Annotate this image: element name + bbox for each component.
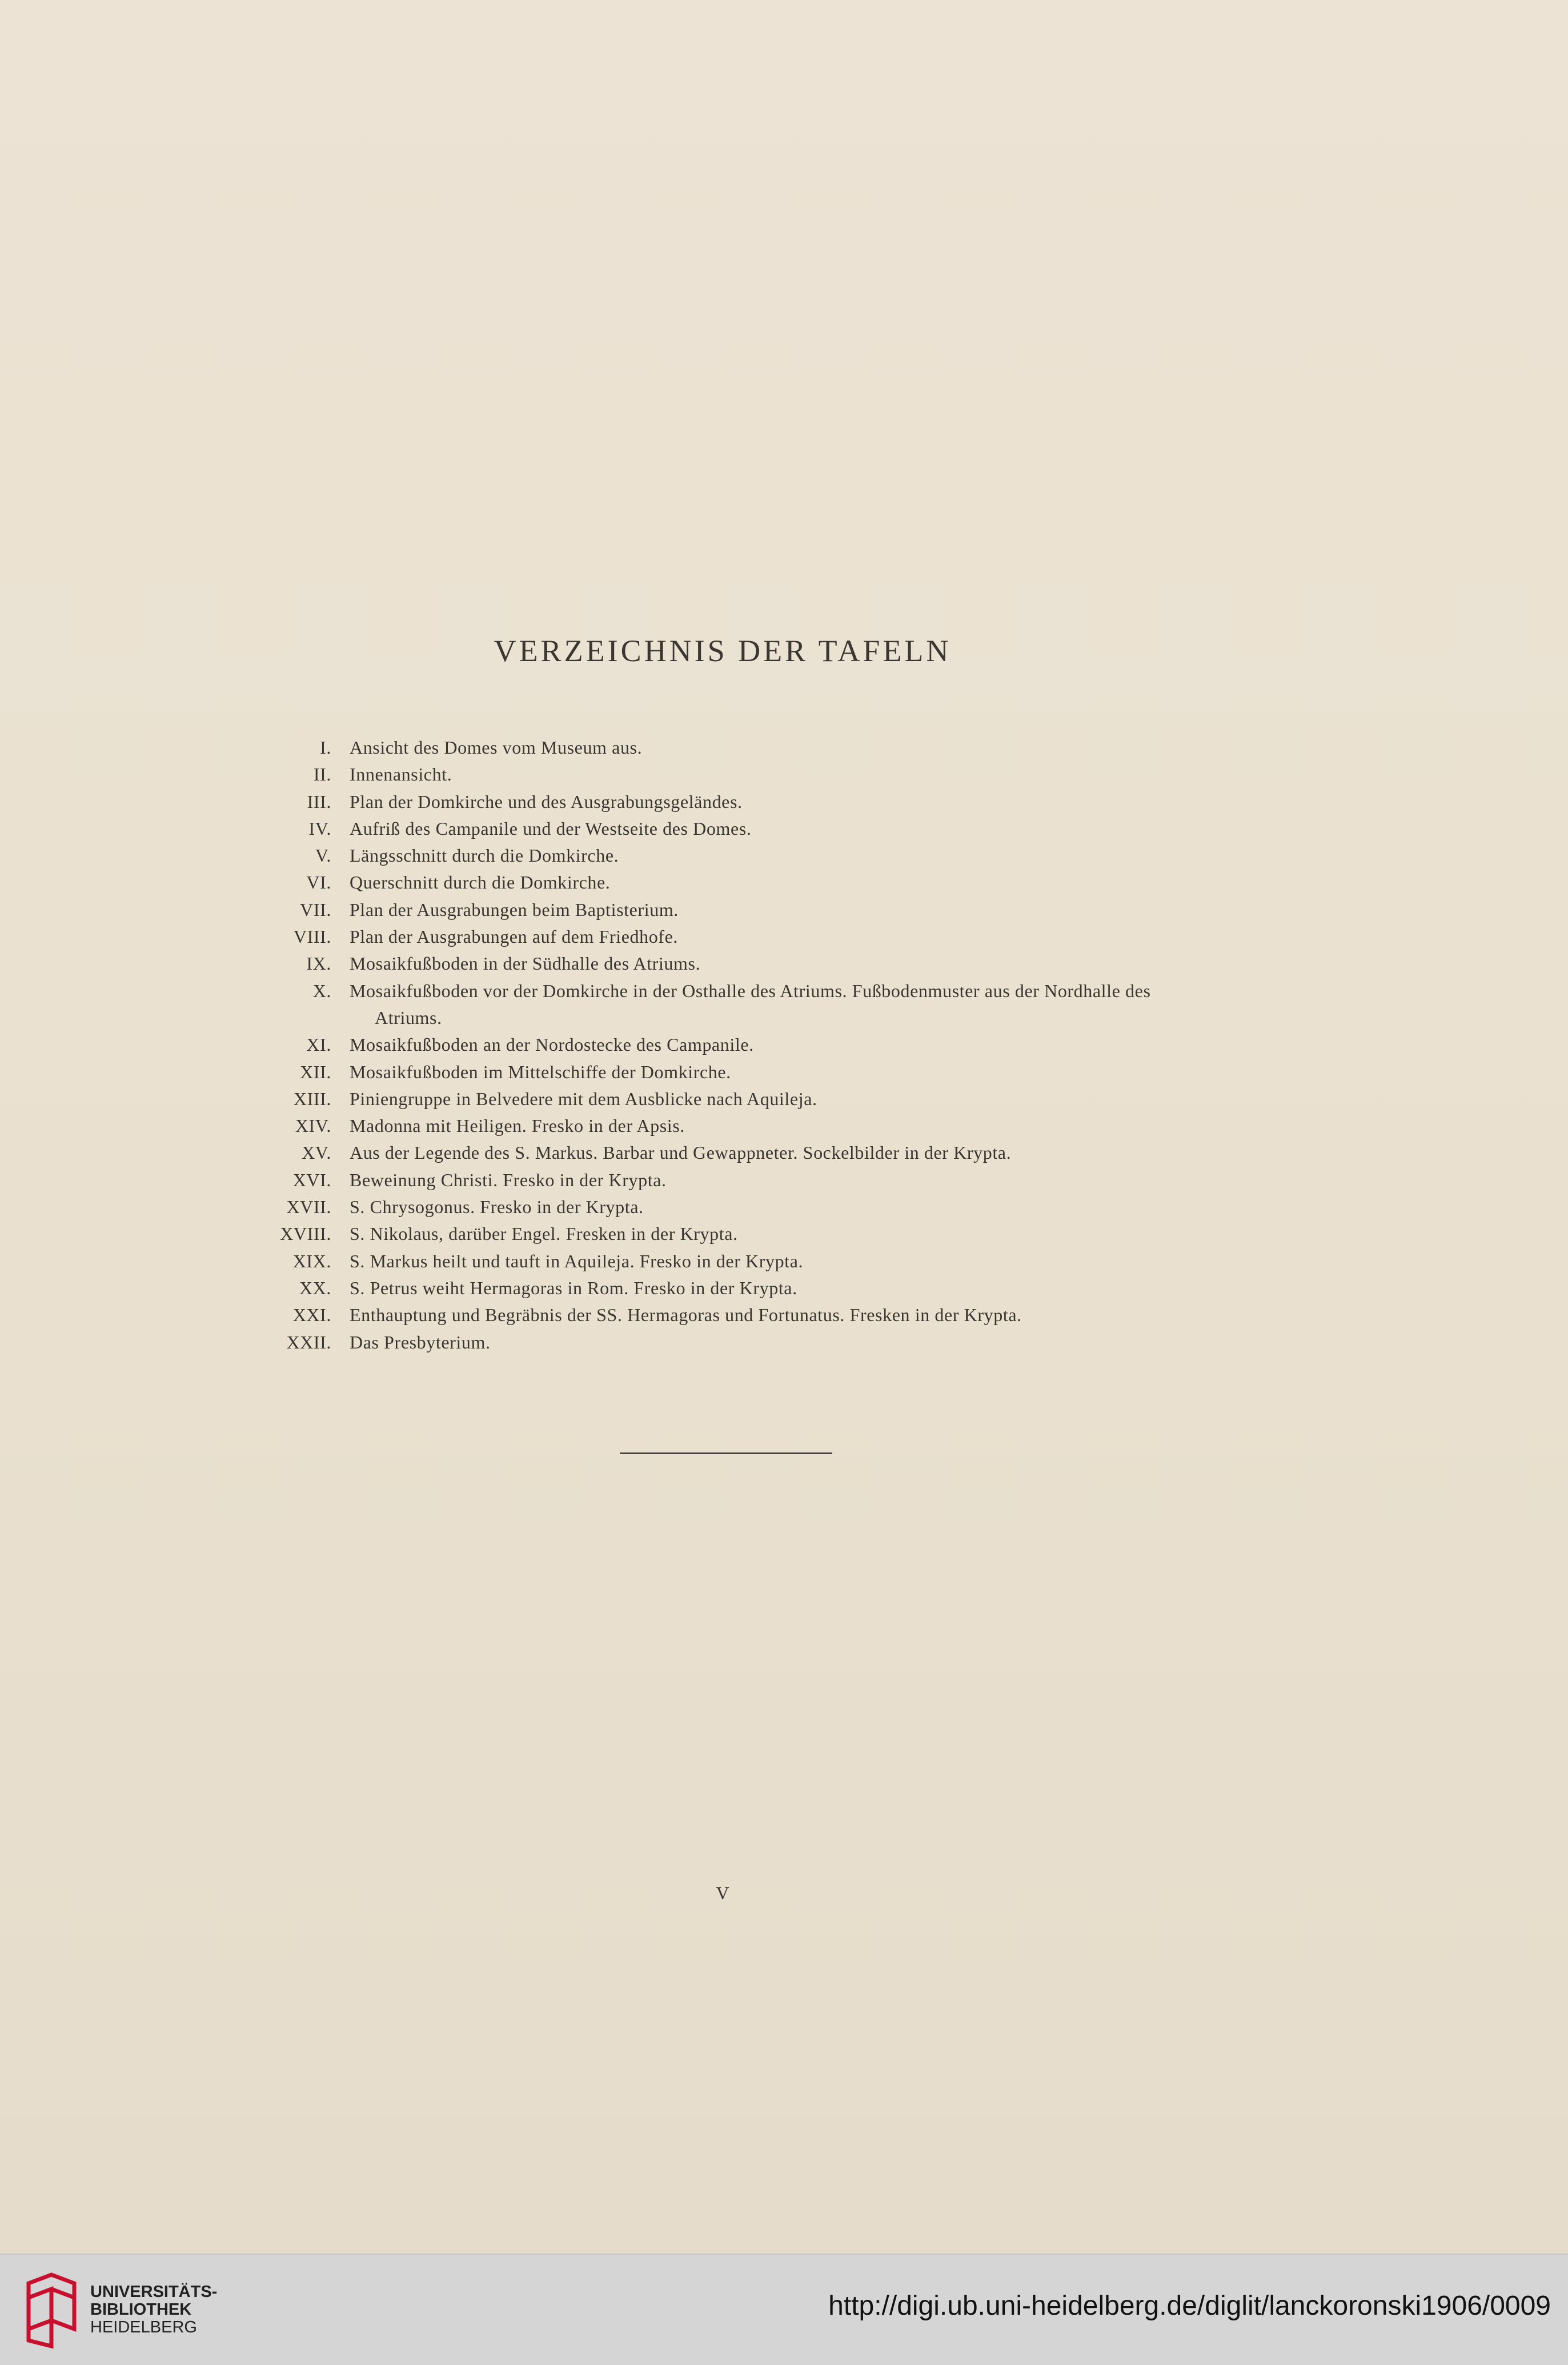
plate-number: XXII. xyxy=(286,1331,331,1352)
plate-entry xyxy=(274,1059,1188,1086)
plate-caption: Enthauptung und Begräbnis der SS. Hermagoras und Fortunatus. Fresken in der Krypta. xyxy=(350,1304,1022,1326)
plate-entry xyxy=(274,1113,1188,1139)
plate-entry xyxy=(274,950,1188,977)
plate-number: XII. xyxy=(300,1061,331,1082)
plate-number: XIII. xyxy=(293,1088,331,1109)
plate-caption: Plan der Ausgrabungen auf dem Friedhofe. xyxy=(350,926,678,947)
plate-entry xyxy=(274,1139,1188,1166)
plate-caption: S. Nikolaus, darüber Engel. Fresken in der Krypta. xyxy=(350,1223,738,1244)
plate-caption: Beweinung Christi. Fresko in der Krypta. xyxy=(350,1169,667,1190)
plate-number: XX. xyxy=(299,1277,331,1298)
plate-caption: Plan der Ausgrabungen beim Baptisterium. xyxy=(350,899,679,920)
plate-entry xyxy=(274,761,1188,788)
plate-caption: Innenansicht. xyxy=(350,764,452,785)
library-name-line: UNIVERSITÄTS- xyxy=(90,2283,218,2301)
viewer-footer xyxy=(0,2254,1568,2365)
plate-caption: S. Chrysogonus. Fresko in der Krypta. xyxy=(350,1196,644,1218)
plate-number: XI. xyxy=(306,1034,331,1055)
plate-number: III. xyxy=(307,791,331,812)
plate-entry xyxy=(274,1086,1188,1113)
plate-caption: Längsschnitt durch die Domkirche. xyxy=(350,845,619,866)
plate-entry xyxy=(274,1329,1188,1356)
plate-entry xyxy=(274,1275,1188,1302)
plate-entry xyxy=(274,1194,1188,1220)
library-logo-icon xyxy=(17,2272,80,2352)
plate-number: XXI. xyxy=(292,1304,331,1326)
page-number: V xyxy=(716,1883,729,1903)
plate-entry xyxy=(274,1031,1188,1058)
plate-caption: Plan der Domkirche und des Ausgrabungsgeländes. xyxy=(350,791,743,812)
library-name xyxy=(90,2283,217,2336)
plate-number: XVII. xyxy=(286,1196,331,1218)
plate-caption: Das Presbyterium. xyxy=(350,1331,491,1352)
plate-caption: Querschnitt durch die Domkirche. xyxy=(350,872,611,893)
plate-caption: S. Petrus weiht Hermagoras in Rom. Fresko in der Krypta. xyxy=(350,1277,797,1298)
section-divider xyxy=(620,1452,832,1454)
plate-number: XV. xyxy=(302,1142,331,1163)
library-name-line: HEIDELBERG xyxy=(90,2318,197,2336)
plate-entry xyxy=(274,789,1188,815)
library-name-line: BIBLIOTHEK xyxy=(90,2300,192,2319)
plate-entry xyxy=(274,1248,1188,1275)
plate-number: V. xyxy=(315,845,331,866)
plate-caption: Mosaikfußboden vor der Domkirche in der Osthalle des Atriums. Fußbodenmuster aus der Nordhalle des Atriums. xyxy=(350,980,1151,1028)
plate-entry xyxy=(274,869,1188,896)
plate-caption: S. Markus heilt und tauft in Aquileja. Fresko in der Krypta. xyxy=(350,1250,804,1271)
plate-number: VI. xyxy=(306,872,331,893)
plate-number: VII. xyxy=(300,899,331,920)
plate-caption: Aufriß des Campanile und der Westseite des Domes. xyxy=(350,818,752,839)
plate-number: I. xyxy=(320,737,331,758)
plate-number: VIII. xyxy=(293,926,331,947)
plate-entry xyxy=(274,734,1188,761)
plate-number: II. xyxy=(313,764,331,785)
plate-number: XIV. xyxy=(295,1115,331,1137)
plate-entry xyxy=(274,1302,1188,1328)
plate-caption: Ansicht des Domes vom Museum aus. xyxy=(350,737,643,758)
plates-list xyxy=(274,734,1188,1356)
plate-entry xyxy=(274,897,1188,923)
plate-number: XVIII. xyxy=(280,1223,331,1244)
page-title: VERZEICHNIS DER TAFELN xyxy=(494,634,952,668)
plate-entry xyxy=(274,1220,1188,1247)
plate-caption: Aus der Legende des S. Markus. Barbar und Gewappneter. Sockelbilder in der Krypta. xyxy=(350,1142,1012,1163)
plate-number: XVI. xyxy=(292,1169,331,1190)
plate-caption: Piniengruppe in Belvedere mit dem Ausblicke nach Aquileja. xyxy=(350,1088,817,1109)
plate-caption: Mosaikfußboden an der Nordostecke des Campanile. xyxy=(350,1034,754,1055)
plate-entry xyxy=(274,978,1188,1032)
plate-entry xyxy=(274,842,1188,869)
plate-entry xyxy=(274,1167,1188,1194)
plate-caption: Mosaikfußboden im Mittelschiffe der Domkirche. xyxy=(350,1061,731,1082)
plate-entry xyxy=(274,923,1188,950)
plate-entry xyxy=(274,815,1188,842)
plate-number: IV. xyxy=(308,818,331,839)
plate-number: XIX. xyxy=(292,1250,331,1271)
plate-caption: Mosaikfußboden in der Südhalle des Atriums. xyxy=(350,953,701,974)
source-url[interactable]: http://digi.ub.uni-heidelberg.de/diglit/lanckoronski1906/0009 xyxy=(828,2291,1551,2321)
plate-number: X. xyxy=(312,980,331,1001)
plate-number: IX. xyxy=(306,953,331,974)
plate-caption: Madonna mit Heiligen. Fresko in der Apsis. xyxy=(350,1115,685,1137)
